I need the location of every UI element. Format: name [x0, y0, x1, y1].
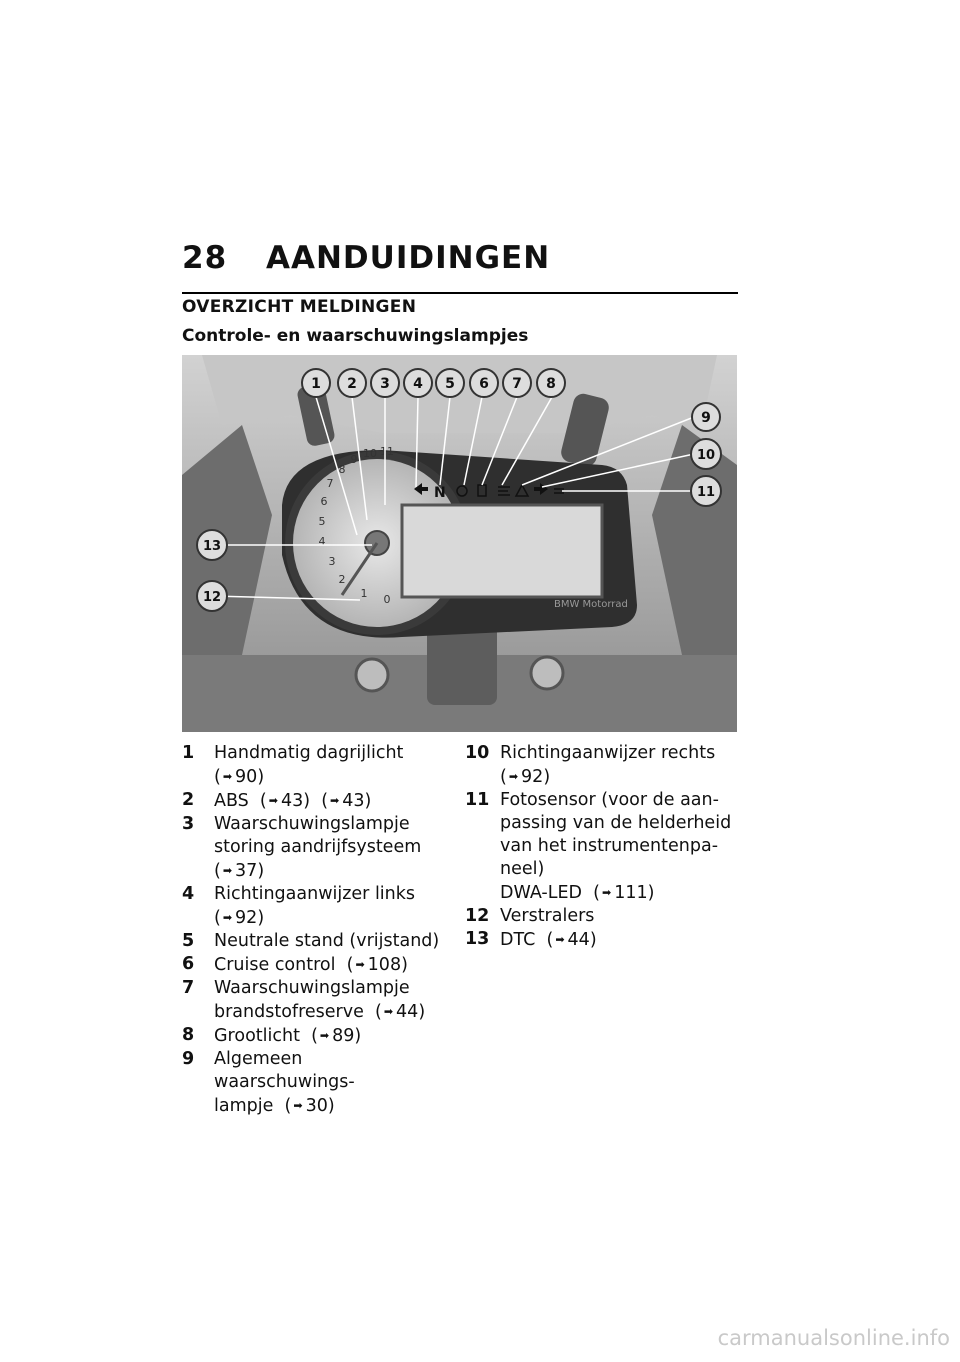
callout-label: 3 — [380, 376, 390, 392]
legend-text: Richtingaanwijzer rechts — [500, 743, 716, 763]
legend-number: 10 — [465, 743, 490, 763]
chapter-title: AANDUIDINGEN — [266, 240, 551, 276]
legend-number: 1 — [182, 743, 195, 763]
tacho-number: 11 — [380, 445, 394, 458]
section-divider — [182, 292, 738, 294]
page-reference[interactable]: ( ➡ 44) — [375, 1002, 426, 1022]
page-reference[interactable]: ( ➡ 30) — [284, 1096, 335, 1116]
legend-text: DTC — [500, 930, 536, 950]
tacho-number: 4 — [318, 535, 326, 548]
callout-label: 5 — [445, 376, 455, 392]
tacho-number: 1 — [360, 587, 368, 600]
legend-number: 13 — [465, 929, 490, 949]
legend-item — [182, 883, 444, 930]
legend-text: passing van de helderheid — [500, 813, 732, 833]
callout-label: 6 — [479, 376, 489, 392]
tacho-number: 9 — [350, 453, 358, 466]
legend-number: 7 — [182, 978, 195, 998]
legend-item — [182, 930, 444, 953]
legend-text: Cruise control — [214, 955, 336, 975]
legend-item — [182, 1024, 444, 1048]
legend-item — [182, 813, 444, 883]
arrow-icon: ➡ — [508, 770, 519, 783]
arrow-icon: ➡ — [222, 864, 233, 877]
legend-text: van het instrumentenpa- — [500, 836, 719, 856]
legend-item — [465, 928, 735, 952]
callout-label: 11 — [696, 485, 716, 500]
legend-text: DWA-LED — [500, 883, 583, 903]
legend-number: 12 — [465, 906, 490, 926]
legend-number: 8 — [182, 1025, 195, 1045]
callout-label: 7 — [512, 376, 522, 392]
legend-number: 11 — [465, 790, 490, 810]
legend-number: 2 — [182, 790, 195, 810]
tacho-number: 10 — [363, 447, 377, 460]
legend-text: Verstralers — [500, 906, 595, 926]
arrow-icon: ➡ — [355, 958, 365, 971]
page-reference[interactable]: ( ➡ 111) — [593, 883, 655, 903]
legend-item — [182, 742, 444, 789]
legend-text: storing aandrijfsysteem — [214, 837, 422, 857]
legend-item — [182, 977, 444, 1024]
arrow-icon: ➡ — [268, 794, 278, 807]
legend-left-column — [182, 742, 444, 1118]
tacho-number: 2 — [338, 573, 346, 586]
arrow-icon: ➡ — [330, 794, 340, 807]
callout-label: 2 — [347, 376, 357, 392]
page-reference[interactable]: ( ➡ 44) — [546, 930, 597, 950]
legend-text: brandstofreserve — [214, 1002, 364, 1022]
legend-item — [182, 789, 444, 813]
legend-number: 3 — [182, 814, 195, 834]
legend-text: lampje — [214, 1096, 274, 1116]
tacho-number: 3 — [328, 555, 336, 568]
page-reference[interactable]: ( ➡ 89) — [311, 1026, 362, 1046]
callout-label: 9 — [701, 410, 711, 426]
legend-text: Algemeen waarschuwings- — [214, 1049, 355, 1092]
page-reference[interactable]: ( ➡ 108) — [346, 955, 408, 975]
callout-label: 8 — [546, 376, 556, 392]
legend-number: 4 — [182, 884, 195, 904]
instrument-cluster-photo — [182, 355, 737, 732]
legend-number: 5 — [182, 931, 195, 951]
legend-text: neel) — [500, 859, 545, 879]
legend-number: 6 — [182, 954, 195, 974]
legend-item — [465, 905, 735, 928]
arrow-icon: ➡ — [222, 770, 233, 783]
legend-item — [182, 1048, 444, 1118]
panel-brand: BMW Motorrad — [554, 599, 628, 610]
legend-text: Handmatig dagrijlicht — [214, 743, 404, 763]
arrow-icon: ➡ — [383, 1005, 394, 1018]
arrow-icon: ➡ — [601, 886, 612, 899]
page-reference[interactable]: ( ➡ 43) — [321, 791, 372, 811]
legend-text: Waarschuwingslampje — [214, 978, 410, 998]
tacho-number: 8 — [338, 463, 346, 476]
callout-label: 1 — [311, 376, 321, 392]
legend-text: ABS — [214, 791, 249, 811]
watermark: carmanualsonline.info — [717, 1326, 950, 1350]
legend-item — [182, 953, 444, 977]
legend-text: Fotosensor (voor de aan- — [500, 790, 719, 810]
neutral-symbol: N — [434, 485, 446, 501]
legend-text: Grootlicht — [214, 1026, 300, 1046]
page-reference[interactable]: ( ➡ 43) — [259, 791, 311, 811]
legend-item — [465, 742, 735, 789]
subsection-title: Controle- en waarschuwingslampjes — [182, 326, 529, 346]
legend-item — [465, 789, 735, 905]
page-reference[interactable]: ( ➡ 37) — [214, 861, 265, 881]
page-reference[interactable]: ( ➡ 92) — [500, 767, 551, 787]
page-reference[interactable]: ( ➡ 92) — [214, 908, 265, 928]
tacho-number: 5 — [318, 515, 326, 528]
arrow-icon: ➡ — [319, 1029, 330, 1042]
page-number: 28 — [182, 240, 228, 276]
tacho-number: 7 — [326, 477, 334, 490]
callout-label: 10 — [696, 448, 716, 463]
legend-number: 9 — [182, 1049, 195, 1069]
tacho-number: 0 — [383, 593, 391, 606]
section-title: OVERZICHT MELDINGEN — [182, 297, 417, 317]
callout-label: 4 — [413, 376, 423, 392]
legend-text: Neutrale stand (vrijstand) — [214, 931, 440, 951]
tacho-number: 6 — [320, 495, 328, 508]
arrow-icon: ➡ — [222, 911, 233, 924]
arrow-icon: ➡ — [293, 1099, 303, 1112]
arrow-icon: ➡ — [555, 933, 565, 946]
page-reference[interactable]: ( ➡ 90) — [214, 767, 265, 787]
legend-text: Waarschuwingslampje — [214, 814, 410, 834]
callout-label: 13 — [202, 539, 222, 554]
legend-text: Richtingaanwijzer links — [214, 884, 416, 904]
callout-label: 12 — [202, 590, 222, 605]
legend-right-column — [465, 742, 735, 952]
